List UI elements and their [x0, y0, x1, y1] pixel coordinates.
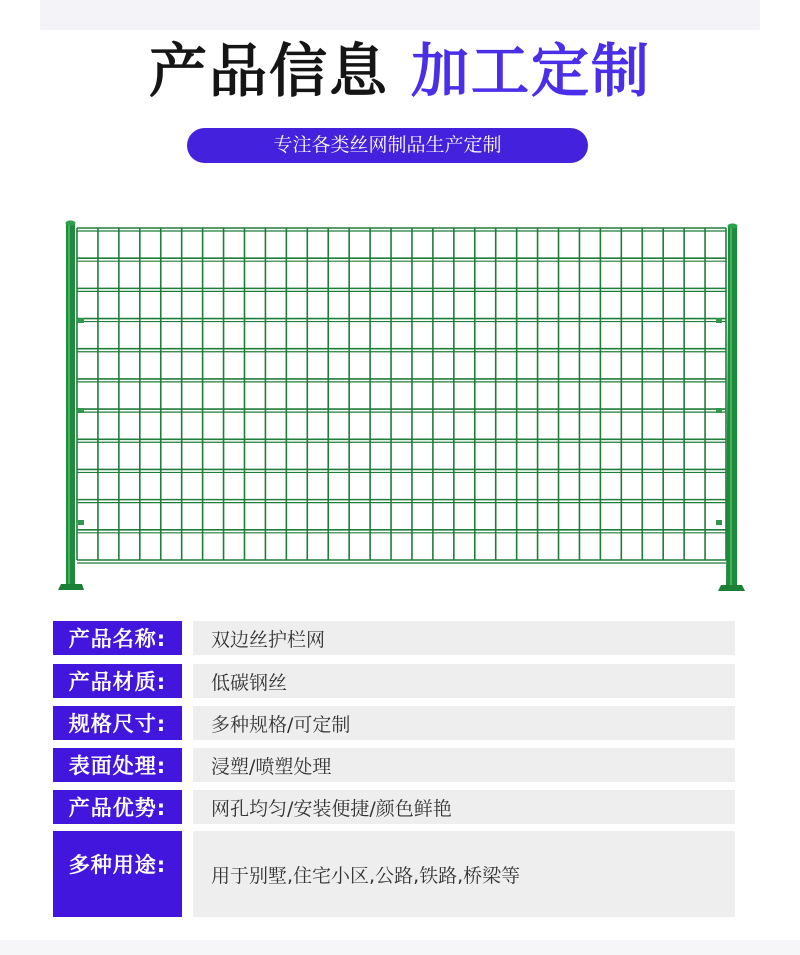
bottom-band: [0, 940, 800, 955]
spec-label: 多种用途:: [53, 831, 182, 917]
spec-row-surface: [53, 748, 735, 782]
fence-mesh: [77, 228, 726, 563]
spec-row-name: [53, 621, 735, 655]
fence-panel-image: [0, 200, 800, 600]
spec-value: 双边丝护栏网: [193, 621, 735, 655]
spec-row-advantage: [53, 790, 735, 824]
spec-value: 低碳钢丝: [193, 664, 735, 698]
spec-value: 网孔均匀/安装便捷/颜色鲜艳: [193, 790, 735, 824]
top-band: [40, 0, 760, 30]
spec-row-usage: [53, 831, 735, 917]
page-title: [0, 36, 800, 106]
spec-value: 多种规格/可定制: [193, 706, 735, 740]
spec-label: 产品优势:: [53, 790, 182, 824]
spec-value: 浸塑/喷塑处理: [193, 748, 735, 782]
title-accent: 加工定制: [411, 37, 652, 105]
spec-row-material: [53, 664, 735, 698]
spec-label: 产品名称:: [53, 621, 182, 655]
spec-label: 产品材质:: [53, 664, 182, 698]
right-post: [718, 224, 745, 592]
spec-label: 规格尺寸:: [53, 706, 182, 740]
spec-value: 用于别墅,住宅小区,公路,铁路,桥梁等: [193, 831, 735, 917]
spec-label: 表面处理:: [53, 748, 182, 782]
subtitle-pill: 专注各类丝网制品生产定制: [187, 128, 588, 163]
spec-row-size: [53, 706, 735, 740]
left-post: [58, 221, 84, 591]
title-main: 产品信息: [148, 37, 389, 105]
